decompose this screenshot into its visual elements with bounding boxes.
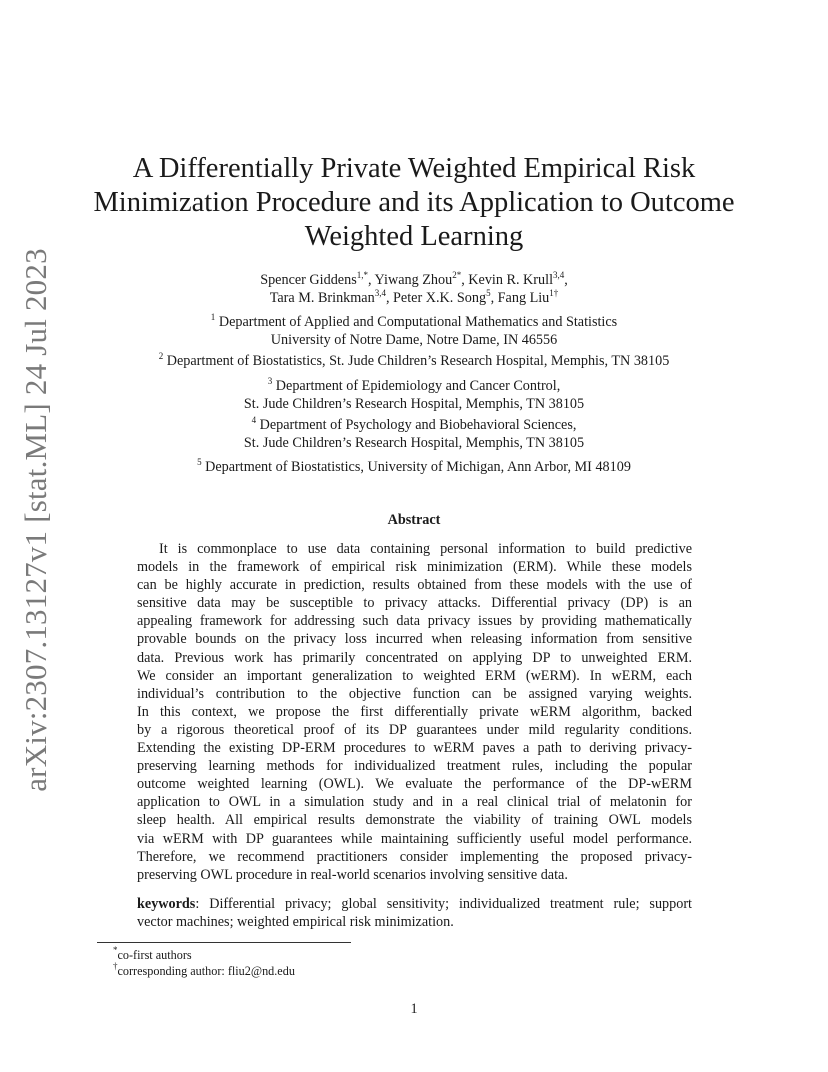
affiliation-superscript: 5 [197, 457, 202, 467]
abstract-line: Therefore, we recommend practitioners consider implementing the proposed privacy- [137, 848, 692, 865]
affiliation-line [80, 459, 748, 477]
keywords-text: : Differential privacy; global sensitivity; individualized treatment rule; support [195, 896, 692, 912]
affiliation-text: Department of Epidemiology and Cancer Control, [275, 378, 561, 394]
affiliation-text: Department of Biostatistics, St. Jude Children’s Research Hospital, Memphis, TN 38105 [166, 353, 670, 369]
affiliation-line [80, 378, 748, 396]
affiliation-2 [80, 353, 748, 371]
author-line: Tara M. Brinkman$^{3,4}$, Peter X.K. Song$^5$, Fang Liu$^{1\dagger}$ [269, 288, 559, 306]
abstract-line: via wERM with DP guarantees while maintaining sufficiently useful model performance. [137, 830, 692, 847]
author-name: Tara M. Brinkman [269, 290, 375, 306]
footnote-divider [97, 942, 351, 943]
footnote-text: co-first authors [117, 948, 192, 962]
footnote-text: corresponding author: fliu2@nd.edu [117, 964, 295, 978]
affiliation-line [80, 353, 748, 371]
affiliation-superscript: 3 [267, 376, 273, 386]
abstract-line: application to OWL in a simulation study and in a real clinical trial of melatonin for [137, 794, 692, 811]
footnote [113, 963, 295, 979]
abstract-line: individual’s contribution to the objective function can be assigned varying weights. [137, 685, 692, 702]
title-line: Minimization Procedure and its Application to Outcome [93, 187, 735, 218]
abstract-line: preserving OWL procedure in real-world scenarios involving sensitive data. [137, 866, 568, 883]
author-name: Fang Liu [497, 290, 550, 306]
abstract-line: can be highly accurate in prediction, results obtained from these models with the use of [137, 577, 692, 594]
author-name: Yiwang Zhou [374, 272, 453, 288]
footnotes [113, 947, 295, 979]
title-line: A Differentially Private Weighted Empirical Risk [132, 153, 696, 184]
footnote-mark: † [113, 961, 118, 971]
affiliation-4 [80, 417, 748, 452]
abstract-line: sensitive data may be susceptible to privacy attacks. Differential privacy (DP) is an [137, 595, 692, 612]
author-name: Spencer Giddens [260, 272, 357, 288]
author-superscript: 3,4 [553, 270, 565, 280]
abstract-line: outcome weighted learning (OWL). We evaluate the performance of the DP-wERM [137, 776, 692, 793]
abstract-line: data. Previous work has primarily concentrated on applying DP to unweighted ERM. [137, 649, 692, 666]
abstract-line: We consider an important generalization to weighted ERM (wERM). In wERM, each [137, 667, 692, 684]
abstract-line: provable bounds on the privacy loss incurred when releasing information from sensitive [137, 631, 692, 648]
affiliation-line: St. Jude Children’s Research Hospital, Memphis, TN 38105 [243, 434, 585, 451]
affiliation-text: Department of Applied and Computational Mathematics and Statistics [218, 314, 618, 330]
abstract-line: appealing framework for addressing such data privacy issues by providing mathematically [137, 613, 692, 630]
affiliation-line: St. Jude Children’s Research Hospital, Memphis, TN 38105 [243, 395, 585, 412]
affiliation-line: University of Notre Dame, Notre Dame, IN 46556 [270, 331, 558, 348]
affiliation-superscript: 1 [210, 312, 216, 322]
paper-title [80, 152, 748, 254]
affiliation-text: Department of Psychology and Biobehavioral Sciences, [259, 417, 577, 433]
affiliation-5 [80, 459, 748, 477]
title-line: Weighted Learning [304, 221, 524, 252]
author-name: Kevin R. Krull [468, 272, 554, 288]
abstract-body [137, 540, 692, 884]
keywords-line: vector machines; weighted empirical risk minimization. [137, 914, 454, 931]
author-name: Peter X.K. Song [393, 290, 487, 306]
arxiv-identifier-stamp: arXiv:2307.13127v1 [stat.ML] 24 Jul 2023 [18, 248, 53, 792]
author-superscript: 1† [549, 288, 559, 298]
author-superscript: 1,* [356, 270, 368, 280]
abstract-line: by a rigorous theoretical proof of its DP guarantees under mild regularity conditions. [137, 721, 692, 738]
abstract-line: Extending the existing DP-ERM procedures to wERM paves a path to deriving privacy- [137, 740, 692, 757]
abstract-line: In this context, we propose the first differentially private wERM algorithm, backed [137, 703, 692, 720]
affiliation-line [80, 417, 748, 435]
abstract-line: sleep health. All empirical results demonstrate the viability of training OWL models [137, 812, 692, 829]
author-superscript: 2* [452, 270, 462, 280]
footnote-mark: * [113, 945, 118, 955]
affiliation-1 [80, 314, 748, 349]
abstract-line: models in the framework of empirical risk minimization (ERM). While these models [137, 559, 692, 576]
affiliation-3 [80, 378, 748, 413]
author-line: Spencer Giddens$^{1,*}$, Yiwang Zhou$^{2*}$, Kevin R. Krull$^{3,4}$, [260, 270, 568, 288]
author-superscript: 3,4 [374, 288, 386, 298]
abstract-heading: Abstract [387, 512, 441, 528]
keywords-block [137, 895, 692, 931]
keywords-label: keywords [137, 896, 196, 912]
author-list [120, 271, 708, 307]
footnote [113, 947, 295, 963]
affiliation-text: Department of Biostatistics, University of Michigan, Ann Arbor, MI 48109 [205, 459, 631, 475]
affiliation-superscript: 2 [158, 351, 164, 361]
keywords-line [137, 895, 692, 913]
author-superscript: 5 [486, 288, 491, 298]
abstract-line: preserving learning methods for individualized treatment rules, including the popular [137, 758, 692, 775]
abstract-line: It is commonplace to use data containing personal information to build predictive [159, 541, 692, 557]
affiliation-line [80, 314, 748, 332]
page-number: 1 [410, 1001, 418, 1017]
affiliation-superscript: 4 [251, 415, 257, 425]
